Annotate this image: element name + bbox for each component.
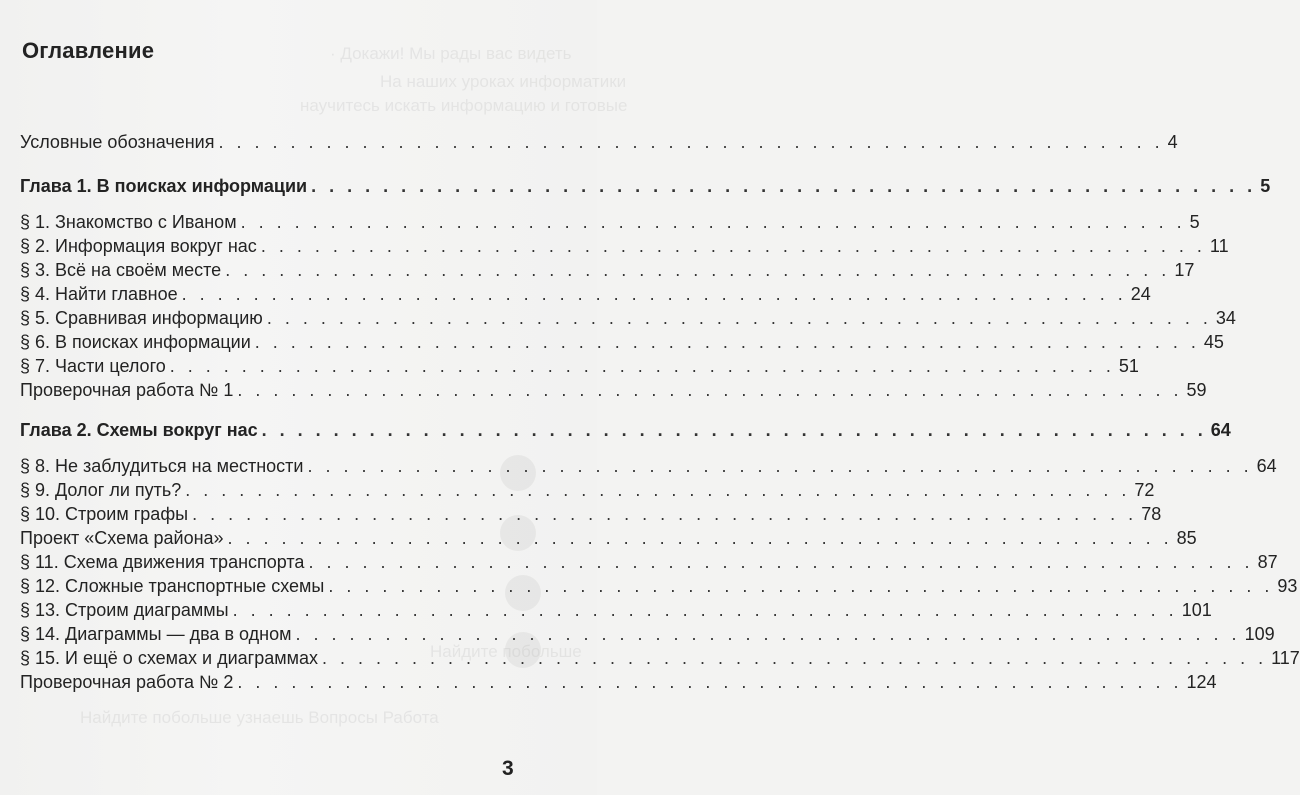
toc-entry-page: 64 — [1210, 420, 1231, 440]
toc-leader-dots — [261, 236, 1206, 257]
toc-leader-dots — [237, 380, 1182, 401]
toc-entry-page: 24 — [1130, 284, 1151, 304]
toc-entry — [20, 236, 1229, 260]
toc-entry-page: 109 — [1244, 624, 1275, 644]
toc-entry-label: § 1. Знакомство с Иваном — [20, 212, 237, 232]
toc-entry-page: 87 — [1257, 552, 1278, 572]
bleed-through-text: Найдите побольше — [430, 642, 582, 661]
toc-entry-label: § 5. Сравнивая информацию — [20, 308, 263, 328]
toc-entry-label: § 8. Не заблудиться на местности — [20, 456, 304, 476]
toc-entry — [20, 672, 1217, 696]
toc-entry-page: 64 — [1256, 456, 1277, 476]
toc-entry — [20, 284, 1151, 308]
toc-leader-dots — [185, 480, 1130, 501]
toc-chapter-entry — [20, 176, 1271, 200]
toc-entry-label: § 13. Строим диаграммы — [20, 600, 229, 620]
toc-entry — [20, 456, 1277, 480]
toc-entry-label: § 6. В поисках информации — [20, 332, 251, 352]
toc-leader-dots — [182, 284, 1127, 305]
toc-entry-label: § 7. Части целого — [20, 356, 166, 376]
toc-entry-page: 5 — [1260, 176, 1271, 196]
toc-leader-dots — [307, 456, 1252, 477]
toc-entry-page: 85 — [1176, 528, 1197, 548]
toc-leader-dots — [267, 308, 1212, 329]
toc-entry-label: § 12. Сложные транспортные схемы — [20, 576, 325, 596]
toc-entry-page: 51 — [1118, 356, 1139, 376]
toc-entry-label: Глава 1. В поисках информации — [20, 176, 308, 196]
toc-chapter-entry — [20, 420, 1231, 444]
toc-entry-page: 117 — [1271, 648, 1300, 668]
toc-entry-page: 5 — [1189, 212, 1200, 232]
toc-leader-dots — [228, 528, 1173, 549]
toc-entry — [20, 132, 1178, 156]
toc-leader-dots — [322, 648, 1267, 669]
toc-entry — [20, 552, 1278, 576]
toc-entry-page: 59 — [1186, 380, 1207, 400]
toc-entry-label: § 3. Всё на своём месте — [20, 260, 222, 280]
toc-entry — [20, 624, 1275, 648]
toc-entry-page: 93 — [1277, 576, 1298, 596]
toc-entry — [20, 528, 1197, 552]
toc-entry-page: 4 — [1167, 132, 1178, 152]
toc-entry-page: 78 — [1141, 504, 1162, 524]
toc-entry-page: 101 — [1181, 600, 1212, 620]
toc-entry-page: 72 — [1134, 480, 1155, 500]
bleed-through-text: · Докажи! Мы рады вас видеть — [330, 44, 572, 63]
toc-entry — [20, 576, 1298, 600]
toc-leader-dots — [218, 132, 1163, 153]
toc-leader-dots — [233, 600, 1178, 621]
toc-leader-dots — [192, 504, 1137, 525]
toc-entry-label: Проверочная работа № 2 — [20, 672, 234, 692]
toc-entry-label: § 14. Диаграммы — два в одном — [20, 624, 292, 644]
bleed-through-text: научитесь искать информацию и готовые — [300, 96, 628, 115]
page-number: 3 — [502, 757, 514, 780]
toc-entry-page: 45 — [1203, 332, 1224, 352]
toc-entry-page: 34 — [1215, 308, 1236, 328]
toc-entry-label: § 9. Долог ли путь? — [20, 480, 182, 500]
toc-leader-dots — [308, 552, 1253, 573]
toc-leader-dots — [170, 356, 1115, 377]
toc-entry-label: Глава 2. Схемы вокруг нас — [20, 420, 258, 440]
toc-entry — [20, 600, 1212, 624]
toc-leader-dots — [237, 672, 1182, 693]
bleed-through-text: На наших уроках информатики — [380, 72, 627, 91]
toc-entry-page: 124 — [1186, 672, 1217, 692]
toc-entry-label: Проверочная работа № 1 — [20, 380, 234, 400]
toc-entry-label: § 15. И ещё о схемах и диаграммах — [20, 648, 318, 668]
toc-entry-label: § 10. Строим графы — [20, 504, 189, 524]
toc-entry-label: § 2. Информация вокруг нас — [20, 236, 257, 256]
toc-entry — [20, 504, 1162, 528]
toc-leader-dots — [328, 576, 1273, 597]
toc-entry-label: § 11. Схема движения транспорта — [20, 552, 305, 572]
toc-entry — [20, 308, 1236, 332]
toc-entry — [20, 380, 1207, 404]
toc-entry-page: 11 — [1209, 236, 1229, 256]
toc-entry — [20, 480, 1155, 504]
toc-entry-page: 17 — [1174, 260, 1195, 280]
toc-entry — [20, 260, 1195, 284]
toc-leader-dots — [295, 624, 1240, 645]
toc-entry-label: § 4. Найти главное — [20, 284, 178, 304]
toc-leader-dots — [262, 420, 1207, 441]
toc-entry — [20, 332, 1224, 356]
toc-leader-dots — [225, 260, 1170, 281]
bleed-through-text: Найдите побольше узнаешь Вопросы Работа — [80, 708, 439, 727]
toc-title: Оглавление — [22, 38, 155, 63]
toc-entry-label: Условные обозначения — [20, 132, 215, 152]
toc-entry — [20, 212, 1200, 236]
toc-entry-label: Проект «Схема района» — [20, 528, 224, 548]
toc-leader-dots — [241, 212, 1186, 233]
toc-leader-dots — [255, 332, 1200, 353]
toc-leader-dots — [311, 176, 1256, 197]
toc-entry — [20, 356, 1139, 380]
